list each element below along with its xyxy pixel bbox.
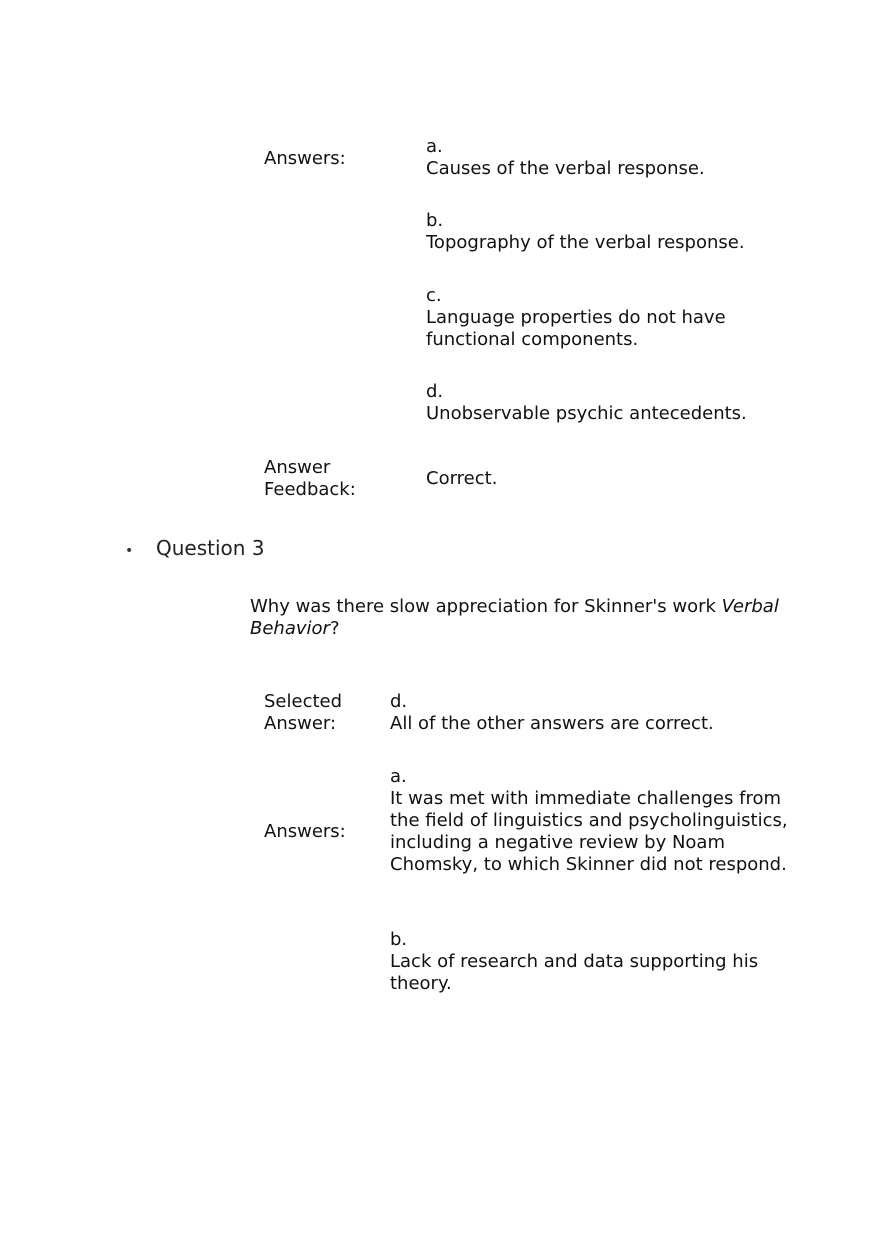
prompt-suffix: ?: [329, 618, 340, 639]
answers-label: Answers:: [264, 821, 346, 842]
option-text: Topography of the verbal response.: [426, 232, 745, 253]
answer-option-a: [390, 766, 810, 876]
answer-option-b: [390, 929, 790, 995]
answer-option-b: [426, 210, 826, 254]
answer-option-c: [426, 285, 766, 351]
selected-answer-label: Selected Answer:: [264, 691, 343, 734]
answer-option-d: [426, 381, 826, 425]
question-bullet: •: [125, 543, 134, 559]
option-text: Language properties do not have functional components.: [426, 307, 726, 350]
option-letter: b.: [426, 210, 444, 231]
selected-text: All of the other answers are correct.: [390, 713, 714, 734]
option-letter: b.: [390, 929, 408, 950]
answer-feedback-text: Correct.: [426, 468, 498, 489]
selected-letter: d.: [390, 691, 408, 712]
selected-answer: [390, 691, 810, 735]
option-letter: a.: [426, 136, 443, 157]
option-letter: c.: [426, 285, 442, 306]
answer-feedback-label: Answer Feedback:: [264, 457, 356, 500]
prompt-text: Why was there slow appreciation for Skinner's work: [250, 596, 722, 617]
answer-option-a: [426, 136, 826, 180]
prompt-italic-title: Verbal Behavior: [250, 596, 779, 639]
option-text: Unobservable psychic antecedents.: [426, 403, 747, 424]
option-text: Causes of the verbal response.: [426, 158, 705, 179]
question-prompt: [250, 596, 820, 640]
option-text: It was met with immediate challenges from the field of linguistics and psycholinguistics, including a negative review by Noam Chomsky, to which Skinner did not respond.: [390, 788, 788, 875]
question-title: Question 3: [156, 536, 265, 560]
option-text: Lack of research and data supporting his theory.: [390, 951, 759, 994]
answers-label: Answers:: [264, 148, 346, 169]
option-letter: a.: [390, 766, 407, 787]
option-letter: d.: [426, 381, 444, 402]
